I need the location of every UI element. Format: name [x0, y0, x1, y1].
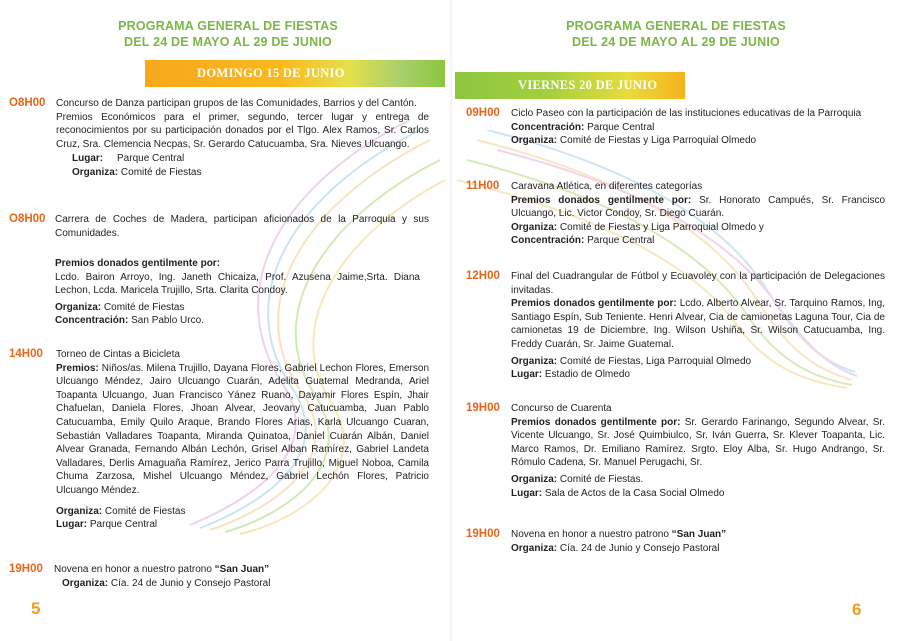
event-body: [511, 528, 885, 555]
prizes-value: Sr. Honorato Campués, Sr. Francisco Ulcuango, Lic. Victor Condoy, Sr. Diego Cuarán.: [511, 194, 885, 220]
prizes-label: Premios donados gentilmente por:: [511, 194, 692, 206]
concentration-value: San Pablo Urco.: [131, 315, 204, 327]
event-organizer: [511, 542, 885, 556]
prizes-label: Premios donados gentilmente por:: [55, 258, 221, 269]
event-time: O8H00: [9, 97, 46, 109]
event-prizes: Premios Económicos para el primer, segundo, tercer lugar y entrega de reconocimientos por su participación donados por el Tlgo. Alex Ramos, Sr. Carlos Cruz, Sra. Clemencia Necpas, Sr. Gerardo Catucuamba, Sra. Nieves Ulcuango.: [56, 111, 429, 150]
event-organizer: [511, 134, 885, 148]
place-label: Lugar:: [56, 519, 88, 531]
event-description: Concurso de Danza participan grupos de las Comunidades, Barrios y del Cantón.: [56, 98, 417, 109]
event-place: [56, 152, 429, 166]
event-place: [511, 487, 885, 501]
event-time: 12H00: [466, 270, 500, 282]
event-description: [511, 528, 885, 542]
page-number: 5: [31, 599, 41, 618]
day-banner: [455, 72, 685, 99]
event-body: [511, 180, 885, 248]
place-label: Lugar:: [511, 369, 543, 381]
organizer-label: Organiza:: [56, 505, 103, 517]
organizer-value: Comité de Fiestas: [120, 166, 202, 178]
program-title-line-1: PROGRAMA GENERAL DE FIESTAS: [566, 19, 786, 33]
prizes-label: Premios:: [56, 362, 99, 374]
organizer-value: Cía. 24 de Junio y Consejo Pastoral: [110, 577, 271, 589]
prizes-value: Lcdo. Bairon Arroyo, Ing. Janeth Chicaiza, Prof. Azusena Jaime,Srta. Diana Lechon, Lcda. Maricela Trujillo, Srta. Clarita Condoy.: [55, 271, 420, 297]
place-value: Parque Central: [89, 519, 158, 531]
event-place: [56, 518, 429, 532]
organizer-value: Comité de Fiestas, Liga Parroquial Olmedo: [559, 355, 752, 367]
event-prizes: [511, 416, 885, 470]
day-banner-label: DOMINGO 15 DE JUNIO: [197, 66, 345, 80]
event-description: Final del Cuadrangular de Fútbol y Ecuavoley con la participación de Delegaciones invitadas.: [511, 271, 885, 296]
event-prizes: [511, 194, 885, 221]
page-number: 6: [852, 600, 862, 619]
event-time: 19H00: [466, 528, 500, 540]
event-description: Caravana Atlética, en diferentes categorías: [511, 181, 703, 192]
event-body: [511, 402, 885, 500]
event-body: [511, 270, 885, 382]
place-value: Parque Central: [117, 153, 185, 165]
organizer-label: Organiza:: [511, 135, 558, 147]
event-description: Ciclo Paseo con la participación de las instituciones educativas de la Parroquia: [511, 108, 862, 119]
day-banner-label: VIERNES 20 DE JUNIO: [518, 78, 658, 92]
organizer-label: Organiza:: [511, 221, 558, 233]
event-description: Torneo de Cintas a Bicicleta: [56, 349, 180, 360]
organizer-label: Organiza:: [511, 473, 558, 485]
concentration-label: Concentración:: [511, 235, 585, 247]
concentration-value: Parque Central: [587, 235, 655, 247]
prizes-label: Premios donados gentilmente por:: [511, 298, 677, 310]
organizer-value: Comité de Fiestas.: [559, 473, 644, 485]
event-body: [56, 97, 429, 180]
event-organizer: [55, 301, 420, 315]
prizes-value: Niños/as. Milena Trujillo, Dayana Flores, Gabriel Lechon Flores, Emerson Ulcuango Méndez, Jairo Ulcuango Cuarán, Adelita Guatemal Medranda, Ariel Toapanta Ulcuango, Juan Francisco Yánez Ruano, Dayamir Flores Espín, Jhair Chafuelan, Daniela Flores, Jhoan Alvear, Jeovany Catucuamba, Juan Pablo Catucuamba, Emily Quilo Araque, Brando Flores Arias, Karla Ulcuango Cuaran, Sebastián Valladares Toapanta, Miranda Quinatoa, Daniel Cuarán Albán, Daniel Alvear Granada, Fernando Albán Lechón, Grisel Alban Ramírez, Gabriel Landeta Valladares, Derlis Amaguaña Ramírez, Jerico Parra Trujillo, Miguel Noboa, Camila Chuma Zarzosa, Mishel Ulcuango Méndez, Gabriel Lechón Flores, Patricio Ulcuango Méndez.: [56, 362, 430, 496]
event-organizer: [511, 355, 885, 369]
organizer-value: Comité de Fiestas y Liga Parroquial Olmedo y: [559, 221, 764, 233]
event-body: [511, 107, 885, 148]
program-title: [551, 18, 801, 50]
event-prizes: [56, 362, 429, 498]
organizer-value: Comité de Fiestas y Liga Parroquial Olmedo: [559, 135, 757, 147]
organizer-label: Organiza:: [55, 301, 102, 313]
concentration-value: Parque Central: [587, 121, 655, 133]
event-description: Carrera de Coches de Madera, participan aficionados de la Parroquia y sus Comunidades.: [55, 214, 429, 239]
program-title: [103, 18, 353, 50]
description-prefix: Novena en honor a nuestro patrono: [54, 564, 215, 575]
event-organizer: [511, 473, 885, 487]
event-organizer: [56, 505, 429, 519]
event-organizer: [54, 577, 429, 591]
day-banner: [145, 60, 445, 87]
event-time: 09H00: [466, 107, 500, 119]
organizer-value: Comité de Fiestas: [104, 505, 186, 517]
place-label: Lugar:: [72, 153, 104, 165]
event-time: O8H00: [9, 213, 46, 225]
program-title-line-2: DEL 24 DE MAYO AL 29 DE JUNIO: [124, 35, 332, 49]
event-prizes: [511, 297, 885, 351]
event-organizer: [511, 221, 885, 235]
program-title-line-1: PROGRAMA GENERAL DE FIESTAS: [118, 19, 338, 33]
organizer-label: Organiza:: [511, 355, 558, 367]
prizes-value: Sr. Gerardo Farinango, Segundo Alvear, Sr. Vicente Ulcuango, Sr. José Quimbiulco, Sr. Iván Guerra, Sr. Klever Toapanta, Lic. Marco Ramos, Dr. Emiliano Ramírez. Srgto. Eloy Alba, Sr. Hugo Andrango, Sr. Rómulo Cadena, Sr. Manuel Perugachi, Sr.: [511, 416, 885, 469]
event-body: [54, 563, 429, 590]
event-time: 19H00: [9, 563, 43, 575]
event-body: [55, 213, 429, 240]
concentration-label: Concentración:: [511, 121, 585, 133]
prizes-value: Lcdo. Alberto Alvear, Sr. Tarquino Ramos, Ing, Santiago Espín, Sub Teniente. Henri Alvear, Cia de camionetas Laguna Tour, Cia de camionetas 19 de Diciembre, Ing. Wilson Ushiña, Sr. Wilson Catucuamba, Ing. Freddy Cuarán, Sr. Jaime Guatemal.: [511, 298, 885, 350]
event-concentration: [511, 234, 885, 248]
place-value: Estadio de Olmedo: [544, 369, 630, 381]
event-details-body: [55, 257, 420, 328]
event-body: [56, 348, 429, 532]
event-time: 11H00: [466, 180, 500, 192]
event-place: [511, 368, 885, 382]
event-description: Concurso de Cuarenta: [511, 403, 612, 414]
description-highlight: “San Juan”: [214, 564, 270, 575]
event-concentration: [55, 314, 420, 328]
organizer-label: Organiza:: [511, 542, 558, 554]
place-value: Sala de Actos de la Casa Social Olmedo: [544, 487, 725, 499]
concentration-label: Concentración:: [55, 315, 129, 327]
organizer-label: Organiza:: [72, 166, 119, 178]
event-concentration: [511, 121, 885, 135]
place-label: Lugar:: [511, 487, 543, 499]
organizer-label: Organiza:: [62, 577, 109, 589]
prizes-label: Premios donados gentilmente por:: [511, 416, 681, 428]
event-description: [54, 563, 429, 577]
description-prefix: Novena en honor a nuestro patrono: [511, 529, 672, 540]
organizer-value: Cía. 24 de Junio y Consejo Pastoral: [559, 542, 720, 554]
event-time: 14H00: [9, 348, 43, 360]
description-highlight: “San Juan”: [671, 529, 727, 540]
event-organizer: [56, 166, 429, 180]
program-title-line-2: DEL 24 DE MAYO AL 29 DE JUNIO: [572, 35, 780, 49]
organizer-value: Comité de Fiestas: [103, 301, 185, 313]
event-time: 19H00: [466, 402, 500, 414]
